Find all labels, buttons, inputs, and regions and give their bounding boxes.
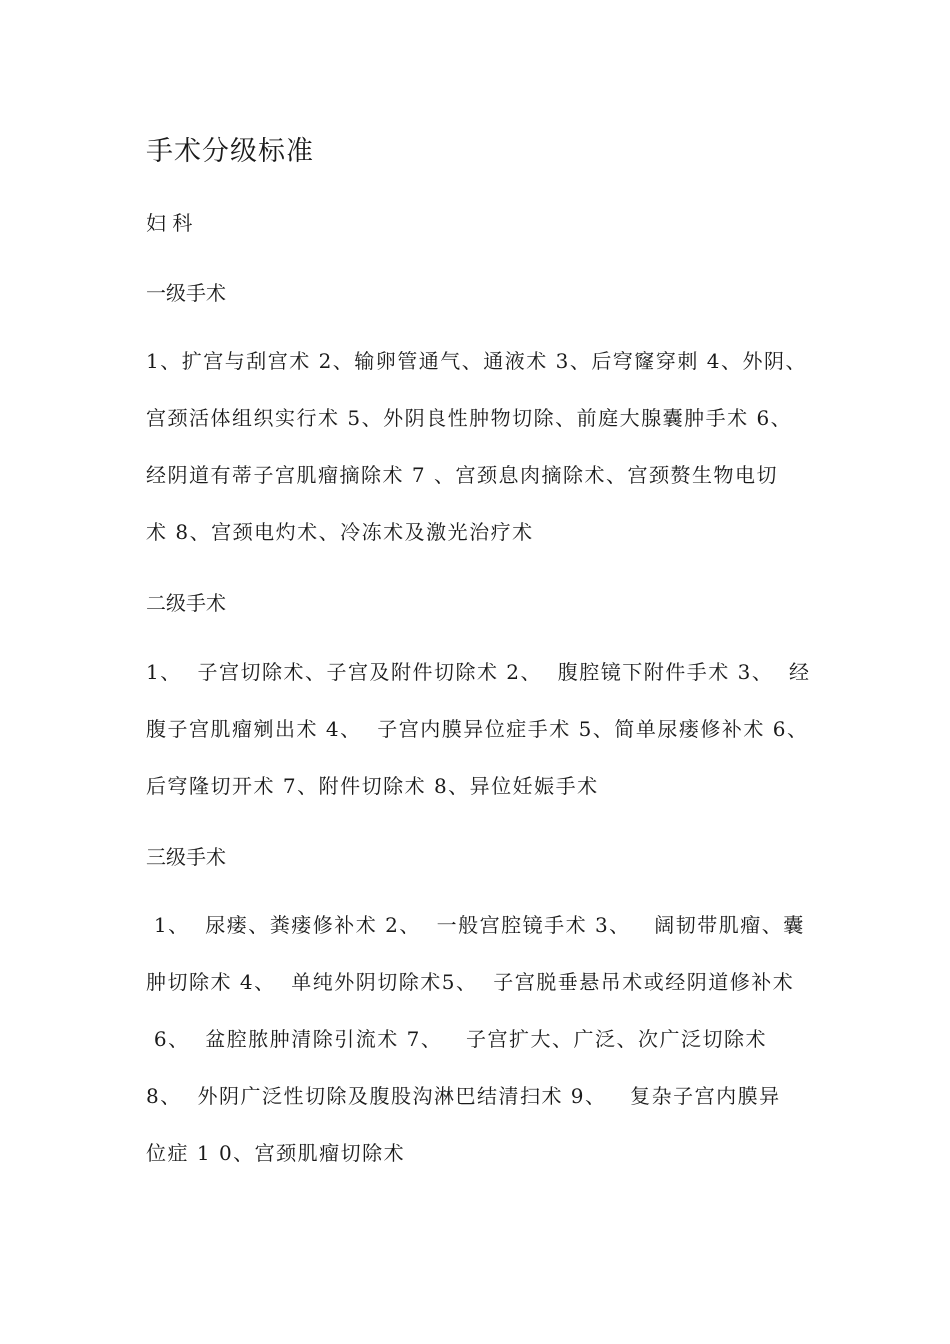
paragraph-line: 6、 盆腔脓肿清除引流术 7、 子宫扩大、广泛、次广泛切除术 — [146, 1027, 767, 1051]
paragraph-line: 1、扩宫与刮宫术 2、输卵管通气、通液术 3、后穹窿穿刺 4、外阴、 — [146, 349, 807, 373]
paragraph-line: 后穹隆切开术 7、附件切除术 8、异位妊娠手术 — [146, 774, 599, 798]
section-heading-level-2: 二级手术 — [146, 591, 226, 615]
paragraph-line: 肿切除术 4、 单纯外阴切除术5、 子宫脱垂悬吊术或经阴道修补术 — [146, 970, 795, 994]
paragraph-line: 8、 外阴广泛性切除及腹股沟淋巴结清扫术 9、 复杂子宫内膜异 — [146, 1084, 781, 1108]
department-label: 妇 科 — [146, 211, 193, 235]
paragraph-line: 宫颈活体组织实行术 5、外阴良性肿物切除、前庭大腺囊肿手术 6、 — [146, 406, 793, 430]
section-heading-level-3: 三级手术 — [146, 845, 226, 869]
paragraph-line: 1、 子宫切除术、子宫及附件切除术 2、 腹腔镜下附件手术 3、 经 — [146, 660, 811, 684]
paragraph-line: 术 8、宫颈电灼术、冷冻术及激光治疗术 — [146, 520, 534, 544]
paragraph-line: 腹子宫肌瘤剜出术 4、 子宫内膜异位症手术 5、简单尿瘘修补术 6、 — [146, 717, 809, 741]
paragraph-line: 1、 尿瘘、粪瘘修补术 2、 一般宫腔镜手术 3、 阔韧带肌瘤、囊 — [146, 913, 805, 937]
section-heading-level-1: 一级手术 — [146, 281, 226, 305]
document-title: 手术分级标准 — [146, 136, 314, 167]
paragraph-line: 位症 1 0、宫颈肌瘤切除术 — [146, 1141, 406, 1165]
paragraph-line: 经阴道有蒂子宫肌瘤摘除术 7 、宫颈息肉摘除术、宫颈赘生物电切 — [146, 463, 778, 487]
